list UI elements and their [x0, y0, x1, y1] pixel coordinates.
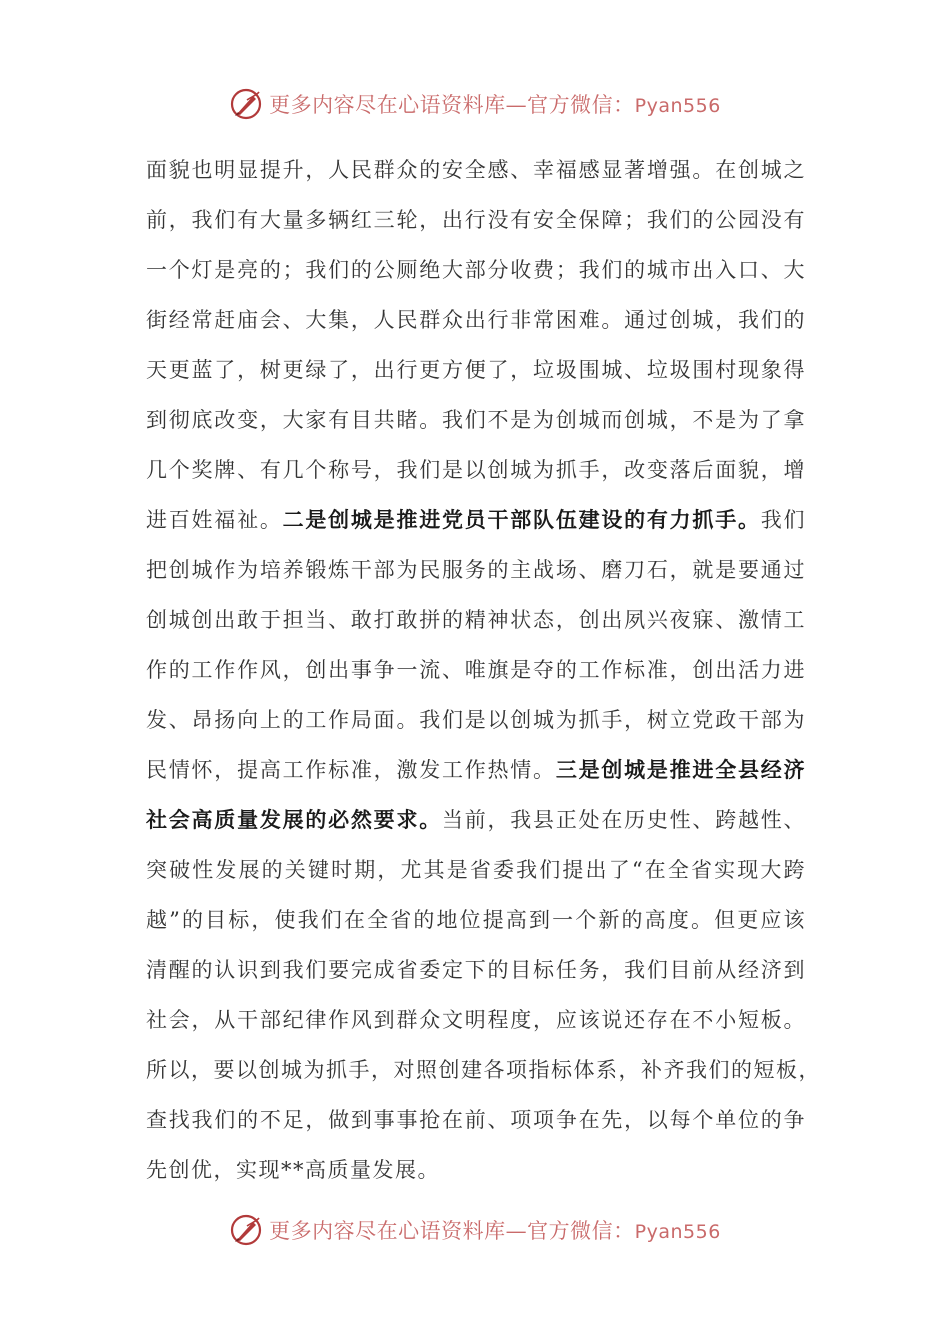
footer-dash: —: [505, 1219, 528, 1243]
text-segment: 民情怀，提高工作标准，激发工作热情。: [146, 758, 556, 782]
text-line: [146, 995, 806, 1045]
text-segment: 我们: [760, 508, 807, 532]
text-segment: 当前，我县正处在历史性、跨越性、: [441, 808, 807, 832]
footer-text: [269, 1215, 721, 1245]
header-dash: —: [505, 93, 528, 117]
text-segment: 创城创出敢于担当、敢打敢拼的精神状态，创出夙兴夜寐、激情工: [146, 608, 806, 632]
bold-text-segment: 二是创城是推进党员干部队伍建设的有力抓手。: [282, 507, 761, 532]
text-segment: 清醒的认识到我们要完成省委定下的目标任务，我们目前从经济到: [146, 958, 806, 982]
text-line: [146, 245, 806, 295]
text-line: [146, 445, 806, 495]
bold-text-segment: 三是创城是推进全县经济: [555, 757, 807, 782]
text-segment: 前，我们有大量多辆红三轮，出行没有安全保障；我们的公园没有: [146, 208, 806, 232]
text-line: [146, 195, 806, 245]
text-line: [146, 845, 806, 895]
text-line: [146, 645, 806, 695]
text-line: [146, 745, 806, 795]
text-segment: 把创城作为培养锻炼干部为民服务的主战场、磨刀石，就是要通过: [146, 558, 806, 582]
quill-logo-icon: [229, 87, 263, 121]
text-segment: 社会，从干部纪律作风到群众文明程度，应该说还存在不小短板。: [146, 1008, 806, 1032]
header-library-text: 更多内容尽在心语资料库: [269, 93, 506, 117]
text-line: [146, 1045, 821, 1095]
text-segment: 发、昂扬向上的工作局面。我们是以创城为抓手，树立党政干部为: [146, 708, 806, 732]
text-segment: 查找我们的不足，做到事事抢在前、项项争在先，以每个单位的争: [146, 1108, 806, 1132]
footer-banner: [0, 1210, 950, 1250]
text-segment: 街经常赶庙会、大集，人民群众出行非常困难。通过创城，我们的: [146, 308, 806, 332]
text-segment: 面貌也明显提升，人民群众的安全感、幸福感显著增强。在创城之: [146, 158, 806, 182]
footer-wechat-id: Pyan556: [634, 1221, 721, 1243]
text-line: [146, 695, 806, 745]
bold-text-segment: 社会高质量发展的必然要求。: [146, 807, 442, 832]
text-line: [146, 595, 806, 645]
text-line: [146, 1145, 806, 1195]
text-line: [146, 945, 806, 995]
header-wechat-id: Pyan556: [634, 95, 721, 117]
text-line: [146, 345, 806, 395]
text-segment: 进百姓福祉。: [146, 508, 283, 532]
text-line: [146, 545, 806, 595]
text-segment: 天更蓝了，树更绿了，出行更方便了，垃圾围城、垃圾围村现象得: [146, 358, 806, 382]
text-line: [146, 145, 806, 195]
document-body: [146, 145, 821, 1195]
footer-wechat-label: 官方微信：: [527, 1219, 635, 1243]
header-text: [269, 89, 721, 119]
text-segment: 作的工作作风，创出事争一流、唯旗是夺的工作标准，创出活力进: [146, 658, 806, 682]
text-line: [146, 395, 806, 445]
text-segment: 到彻底改变，大家有目共睹。我们不是为创城而创城，不是为了拿: [146, 408, 806, 432]
text-line: [146, 1095, 806, 1145]
text-segment: 先创优，实现**高质量发展。: [146, 1158, 440, 1182]
header-wechat-label: 官方微信：: [527, 93, 635, 117]
text-line: [146, 895, 806, 945]
text-segment: 几个奖牌、有几个称号，我们是以创城为抓手，改变落后面貌，增: [146, 458, 806, 482]
text-segment: 突破性发展的关键时期，尤其是省委我们提出了“在全省实现大跨: [146, 858, 806, 882]
text-segment: 一个灯是亮的；我们的公厕绝大部分收费；我们的城市出入口、大: [146, 258, 806, 282]
text-segment: 越”的目标，使我们在全省的地位提高到一个新的高度。但更应该: [146, 908, 806, 932]
text-segment: 所以，要以创城为抓手，对照创建各项指标体系，补齐我们的短板，: [146, 1058, 821, 1082]
text-line: [146, 795, 806, 845]
quill-logo-icon: [229, 1213, 263, 1247]
footer-library-text: 更多内容尽在心语资料库: [269, 1219, 506, 1243]
text-line: [146, 495, 806, 545]
header-banner: [0, 84, 950, 124]
text-line: [146, 295, 806, 345]
